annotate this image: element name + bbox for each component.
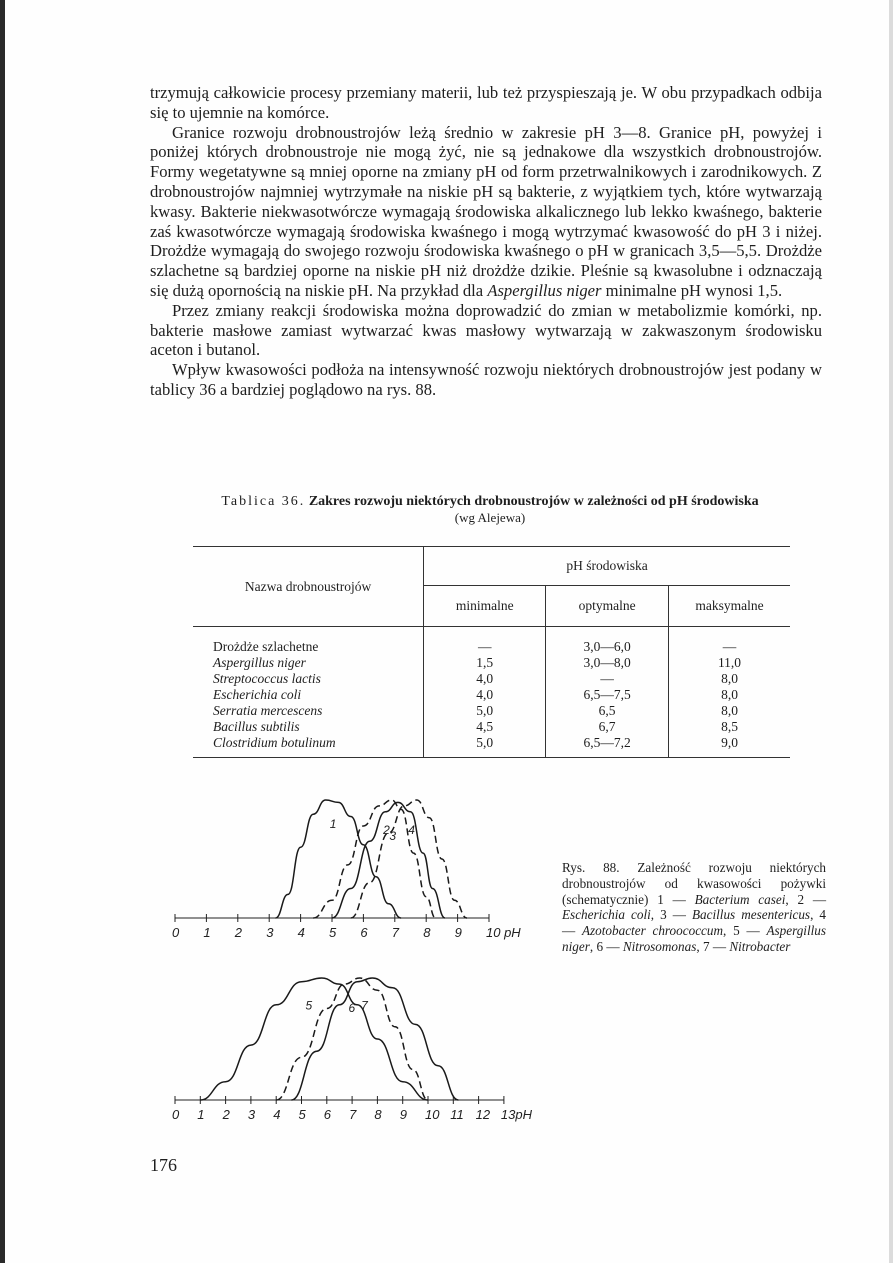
header-max: maksymalne — [669, 586, 791, 627]
row-max-6: 9,0 — [721, 735, 738, 750]
body-text — [150, 83, 822, 400]
paragraph-2 — [150, 123, 822, 301]
paragraph-4: Wpływ kwasowości podłoża na intensywność rozwoju niektórych drobnoustrojów jest podany w tablicy 36 a bardziej poglądowo na rys. 88. — [150, 360, 822, 399]
curve-label-4: 4 — [408, 822, 415, 837]
figure-caption — [562, 860, 826, 955]
table-body-row — [193, 627, 790, 758]
min-column — [424, 627, 546, 758]
legend-item-6: 6 — Nitrosomonas, — [593, 938, 700, 954]
tick-label-0-4: 4 — [297, 925, 305, 940]
row-name-2: Streptococcus lactis — [213, 671, 321, 686]
row-max-0: — — [722, 639, 737, 654]
tick-label-0-6: 6 — [360, 925, 368, 940]
header-min: minimalne — [424, 586, 546, 627]
row-opt-3: 6,5—7,5 — [583, 687, 631, 702]
tick-label-0-5: 5 — [329, 925, 337, 940]
table-title: Zakres rozwoju niektórych drobnoustrojów w zależności od pH środowiska — [308, 494, 759, 509]
opt-column — [546, 627, 669, 758]
row-opt-6: 6,5—7,2 — [583, 735, 631, 750]
header-ph-group: pH środowiska — [424, 547, 790, 586]
row-opt-2: — — [600, 671, 614, 686]
curve-label-6: 6 — [348, 1001, 356, 1016]
tick-label-1-7: 7 — [349, 1107, 357, 1122]
table-label: Tablica 36. — [221, 494, 306, 509]
tick-label-1-6: 6 — [323, 1107, 332, 1122]
tick-label-1-1: 1 — [197, 1107, 205, 1122]
tick-label-1-10: 10 — [425, 1107, 440, 1122]
tick-label-1-11: 11 — [450, 1107, 464, 1122]
tick-label-1-13: 13pH — [500, 1107, 532, 1122]
tick-label-1-0: 0 — [172, 1107, 180, 1122]
tick-label-1-4: 4 — [273, 1107, 281, 1122]
row-max-2: 8,0 — [721, 671, 738, 686]
page-number: 176 — [150, 1155, 177, 1175]
paragraph-3: Przez zmiany reakcji środowiska można doprowadzić do zmian w metabolizmie komórki, np. bakterie masłowe zamiast wytwarzać kwas masłowy wytwarzają w zakwaszonym środowisku aceton i butanol. — [150, 300, 822, 360]
curve-4 — [351, 800, 467, 918]
tick-label-1-12: 12 — [475, 1107, 491, 1122]
legend-item-7: 7 — Nitrobacter — [699, 938, 791, 954]
row-opt-1: 3,0—8,0 — [583, 655, 631, 670]
row-opt-5: 6,7 — [598, 719, 616, 734]
page-edge-left — [0, 0, 5, 1263]
curve-label-7: 7 — [361, 998, 368, 1013]
row-min-0: — — [477, 639, 492, 654]
names-column — [193, 627, 424, 758]
data-table — [193, 546, 790, 758]
row-name-1: Aspergillus niger — [213, 655, 306, 670]
paragraph-1: trzymują całkowicie procesy przemiany materii, lub też przyspieszają je. W obu przypadkach odbija się to ujemnie na komórce. — [150, 83, 822, 122]
row-name-5: Bacillus subtilis — [213, 719, 300, 734]
row-min-2: 4,0 — [476, 671, 494, 686]
figure-label: Rys. 88. — [562, 860, 620, 875]
row-min-1: 1,5 — [476, 655, 494, 670]
ph-growth-curves — [160, 790, 550, 1130]
tick-label-0-2: 2 — [234, 925, 243, 940]
curve-label-3: 3 — [389, 828, 397, 843]
row-name-4: Serratia mercescens — [213, 703, 323, 718]
row-max-5: 8,5 — [721, 719, 738, 734]
row-min-5: 4,5 — [476, 719, 494, 734]
legend-item-4: 4 — Azotobacter chroococcum, — [562, 907, 826, 939]
legend-item-2: 2 — Escherichia coli, — [562, 891, 827, 923]
row-min-4: 5,0 — [476, 703, 494, 718]
row-min-3: 4,0 — [476, 687, 494, 702]
curve-3 — [329, 802, 445, 918]
curve-label-2: 2 — [383, 822, 390, 837]
row-max-4: 8,0 — [721, 703, 738, 718]
row-name-0: Drożdże szlachetne — [213, 639, 319, 654]
legend-item-5: 5 — Aspergillus niger, — [562, 923, 827, 954]
tick-label-1-3: 3 — [247, 1107, 256, 1122]
row-min-6: 5,0 — [476, 735, 494, 750]
curve-1 — [276, 800, 402, 918]
header-name: Nazwa drobnoustrojów — [193, 547, 424, 627]
tick-label-0-8: 8 — [423, 925, 431, 940]
tick-label-0-10: 10 pH — [486, 925, 521, 940]
legend-item-3: 3 — Bacillus mesentericus, — [654, 907, 814, 923]
tick-label-1-2: 2 — [222, 1107, 230, 1122]
tick-label-0-7: 7 — [391, 925, 400, 940]
curve-label-5: 5 — [305, 998, 313, 1013]
row-name-3: Escherichia coli — [213, 687, 302, 702]
row-name-6: Clostridium botulinum — [213, 735, 336, 750]
row-opt-0: 3,0—6,0 — [583, 639, 631, 654]
paragraph-2-tail: minimalne pH wynosi 1,5. — [605, 280, 783, 300]
table-source: (wg Alejewa) — [454, 510, 526, 525]
row-max-3: 8,0 — [721, 687, 738, 702]
max-column — [669, 627, 791, 758]
tick-label-0-1: 1 — [203, 925, 211, 940]
paragraph-2-main: Granice rozwoju drobnoustrojów leżą średnio w zakresie pH 3—8. Granice pH, powyżej i poniżej których drobnoustroje nie mogą żyć, nie są jednakowe dla wszystkich drobnoustrojów. Formy wegetatywne są mniej oporne na zmiany pH od form przetrwalnikowych i zarodnikowych. Z drobnoustrojów najmniej wytrzymałe na niskie pH są bakterie, z wyjątkiem tych, które wytwarzają kwasy. Bakterie niekwasotwórcze wymagają środowiska alkalicznego lub lekko kwaśnego, bakterie zaś kwasotwórcze wymagają środowiska kwaśnego i mogą wytrzymać kwasowość do pH 3 i niżej. Drożdże wymagają do swojego rozwoju środowiska kwaśnego o pH w granicach 3,5—5,5. Drożdże szlachetne są bardziej oporne na niskie pH niż drożdże dzikie. Pleśnie są kwasolubne i odznaczają się dużą opornością na niskie pH. Na przykład dla — [150, 122, 822, 300]
curve-label-1: 1 — [329, 817, 337, 831]
header-opt: optymalne — [546, 586, 669, 627]
tick-label-1-9: 9 — [399, 1107, 407, 1122]
tick-label-1-8: 8 — [374, 1107, 382, 1122]
curve-5 — [200, 978, 428, 1100]
table-caption — [190, 494, 790, 526]
tick-label-0-0: 0 — [172, 925, 180, 940]
tick-label-1-5: 5 — [298, 1107, 306, 1122]
tick-label-0-9: 9 — [454, 925, 462, 940]
tick-label-0-3: 3 — [266, 925, 274, 940]
legend-item-1: 1 — Bacterium casei, — [657, 891, 789, 907]
paragraph-2-species: Aspergillus niger — [487, 280, 602, 300]
row-opt-4: 6,5 — [598, 703, 616, 718]
page-edge-right — [889, 0, 893, 1263]
row-max-1: 11,0 — [717, 655, 742, 670]
figure-text: Zależność rozwoju niektórych drobnoustrojów od kwasowości pożywki (schematycznie) — [562, 860, 827, 907]
